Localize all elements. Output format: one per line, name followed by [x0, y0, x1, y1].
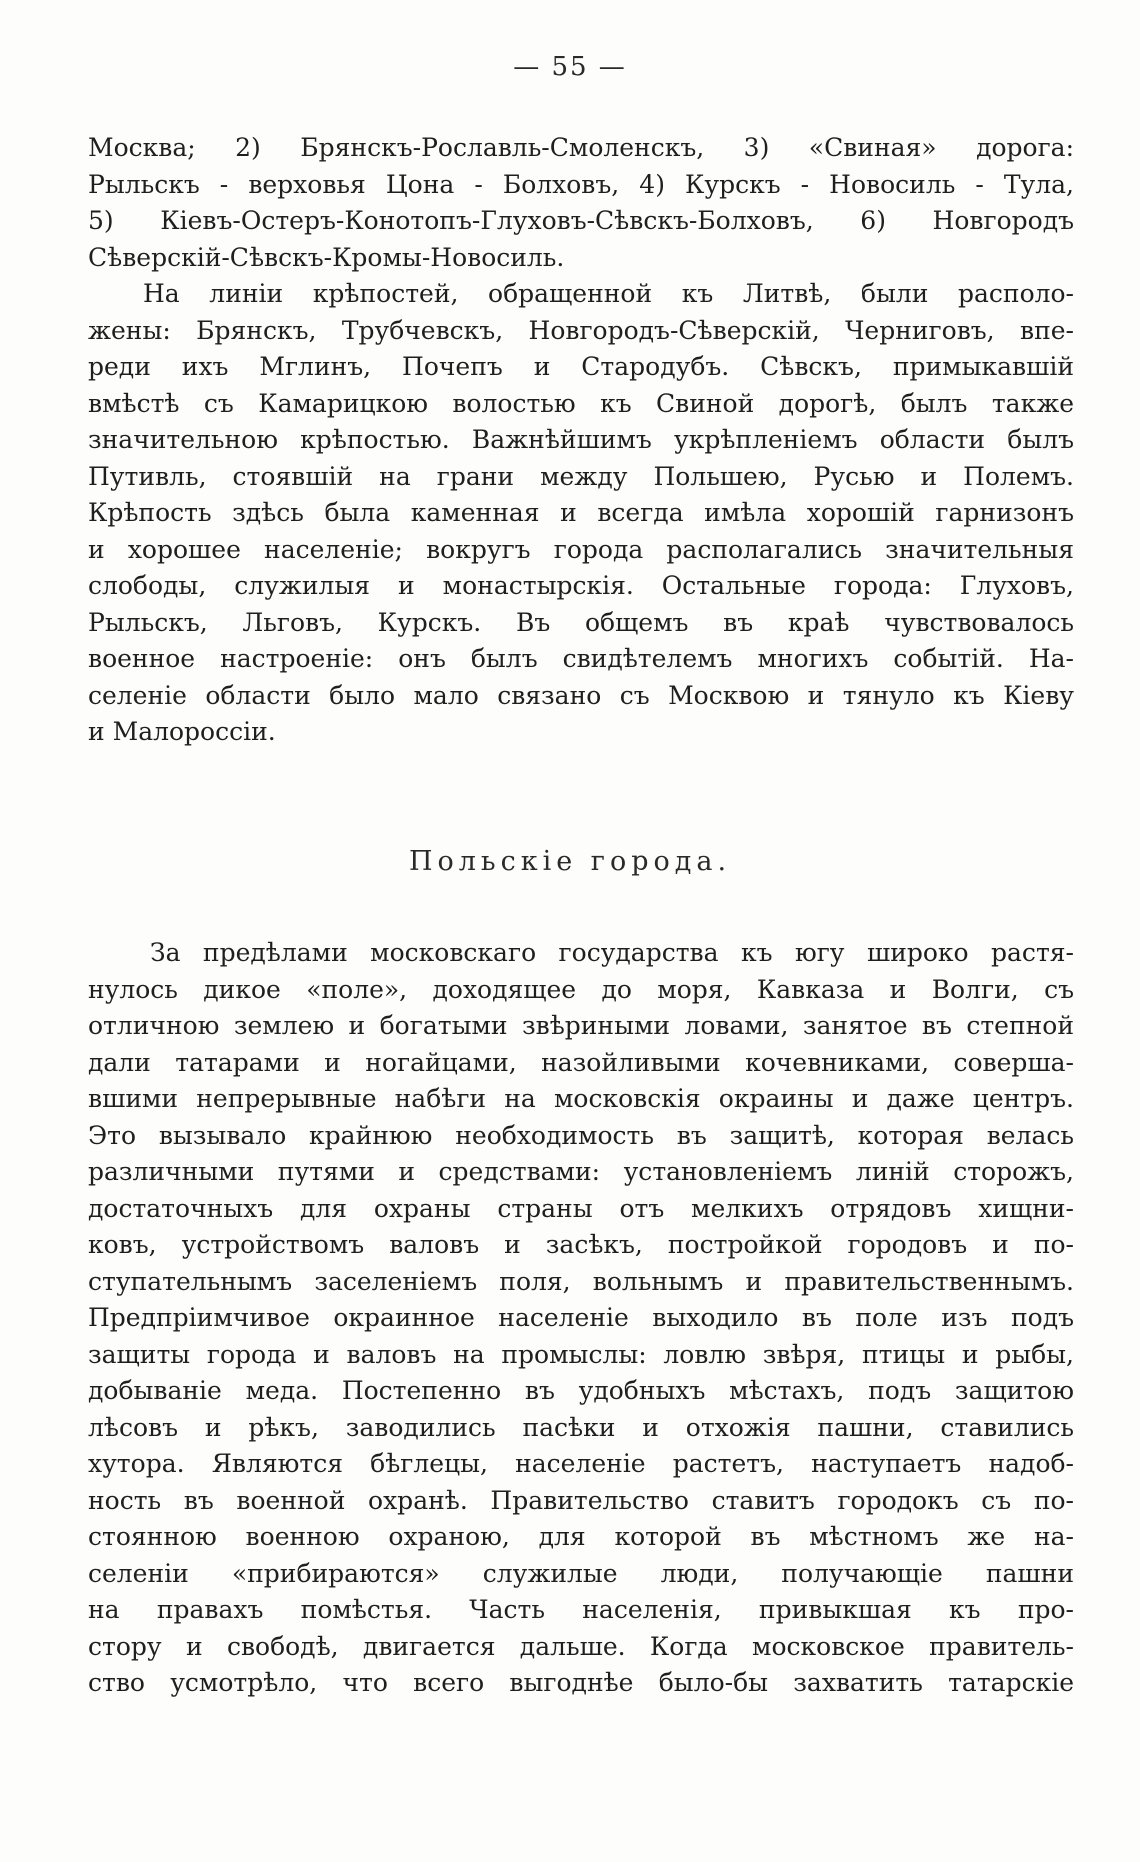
text-line: селеніи «прибираются» служилые люди, получающіе пашни	[88, 1558, 1074, 1588]
text-line: и хорошее населеніе; вокругъ города располагались значительныя	[88, 534, 1074, 564]
text-line: слободы, служилыя и монастырскія. Остальные города: Глуховъ,	[88, 571, 1074, 600]
text-line: защиты города и валовъ на промыслы: ловлю звѣря, птицы и рыбы,	[88, 1339, 1074, 1369]
text-line: достаточныхъ для охраны страны отъ мелкихъ отрядовъ хищни-	[88, 1193, 1074, 1223]
text-line: и Малороссіи.	[88, 717, 276, 746]
text-line: Путивль, стоявшій на грани между Польшею, Русью и Полемъ.	[88, 461, 1074, 491]
text-line: Москва; 2) Брянскъ-Рославль-Смоленскъ, 3) «Свиная» дорога:	[88, 133, 1074, 162]
paragraph-2	[88, 935, 1074, 1702]
text-line: отличною землею и богатыми звѣриными ловами, занятое въ степной	[88, 1011, 1074, 1040]
paragraph-1	[88, 130, 1074, 751]
text-line: нулось дикое «поле», доходящее до моря, Кавказа и Волги, съ	[88, 974, 1074, 1004]
text-line: стоянною военною охраною, для которой въ мѣстномъ же на-	[88, 1522, 1074, 1551]
text-line: Сѣверскій-Сѣвскъ-Кромы-Новосиль.	[88, 242, 565, 272]
text-line: Рыльскъ - верховья Цона - Болховъ, 4) Курскъ - Новосиль - Тула,	[88, 169, 1074, 199]
text-line: лѣсовъ и рѣкъ, заводились пасѣки и отхожія пашни, ставились	[88, 1412, 1074, 1442]
text-line: хутора. Являются бѣглецы, населеніе растетъ, наступаетъ надоб-	[88, 1449, 1074, 1478]
text-line: различными путями и средствами: установленіемъ линій сторожъ,	[88, 1157, 1074, 1186]
text-line: Рыльскъ, Льговъ, Курскъ. Въ общемъ въ краѣ чувствовалось	[88, 607, 1074, 637]
text-line: добываніе меда. Постепенно въ удобныхъ мѣстахъ, подъ защитою	[88, 1376, 1074, 1405]
text-line: значительною крѣпостью. Важнѣйшимъ укрѣпленіемъ области былъ	[88, 425, 1074, 454]
text-line: вмѣстѣ съ Камарицкою волостью къ Свиной дорогѣ, былъ также	[88, 388, 1074, 418]
section-heading: Польскіе города.	[408, 846, 732, 877]
text-line: селеніе области было мало связано съ Москвою и тянуло къ Кіеву	[88, 680, 1074, 710]
text-line: военное настроеніе: онъ былъ свидѣтелемъ многихъ событій. На-	[88, 644, 1074, 673]
text-line: Предпріимчивое окраинное населеніе выходило въ поле изъ подъ	[88, 1303, 1074, 1332]
text-line: Крѣпость здѣсь была каменная и всегда имѣла хорошій гарнизонъ	[88, 498, 1074, 527]
text-line: на правахъ помѣстья. Часть населенія, привыкшая къ про-	[88, 1595, 1074, 1624]
text-line: На линіи крѣпостей, обращенной къ Литвѣ, были располо-	[143, 279, 1074, 308]
text-line: жены: Брянскъ, Трубчевскъ, Новгородъ-Сѣверскій, Черниговъ, впе-	[88, 315, 1074, 345]
text-line: дали татарами и ногайцами, назойливыми кочевниками, соверша-	[88, 1047, 1074, 1077]
text-line: 5) Кіевъ-Остеръ-Конотопъ-Глуховъ-Сѣвскъ-Болховъ, 6) Новгородъ	[88, 206, 1074, 235]
text-line: ступательнымъ заселеніемъ поля, вольнымъ и правительственнымъ.	[88, 1266, 1074, 1296]
text-line: вшими непрерывные набѣги на московскія окраины и даже центръ.	[88, 1084, 1074, 1113]
text-line: стору и свободѣ, двигается дальше. Когда московское правитель-	[88, 1631, 1074, 1661]
text-line: ство усмотрѣло, что всего выгоднѣе было-бы захватить татарскіе	[88, 1668, 1074, 1697]
text-line: реди ихъ Мглинъ, Почепъ и Стародубъ. Сѣвскъ, примыкавшій	[88, 352, 1074, 381]
text-line: ность въ военной охранѣ. Правительство ставитъ городокъ съ по-	[88, 1485, 1074, 1515]
text-line: ковъ, устройствомъ валовъ и засѣкъ, постройкой городовъ и по-	[88, 1230, 1074, 1259]
page-number: — 55 —	[513, 52, 627, 82]
text-line: За предѣлами московскаго государства къ югу широко растя-	[150, 938, 1074, 967]
text-line: Это вызывало крайнюю необходимость въ защитѣ, которая велась	[88, 1120, 1074, 1150]
